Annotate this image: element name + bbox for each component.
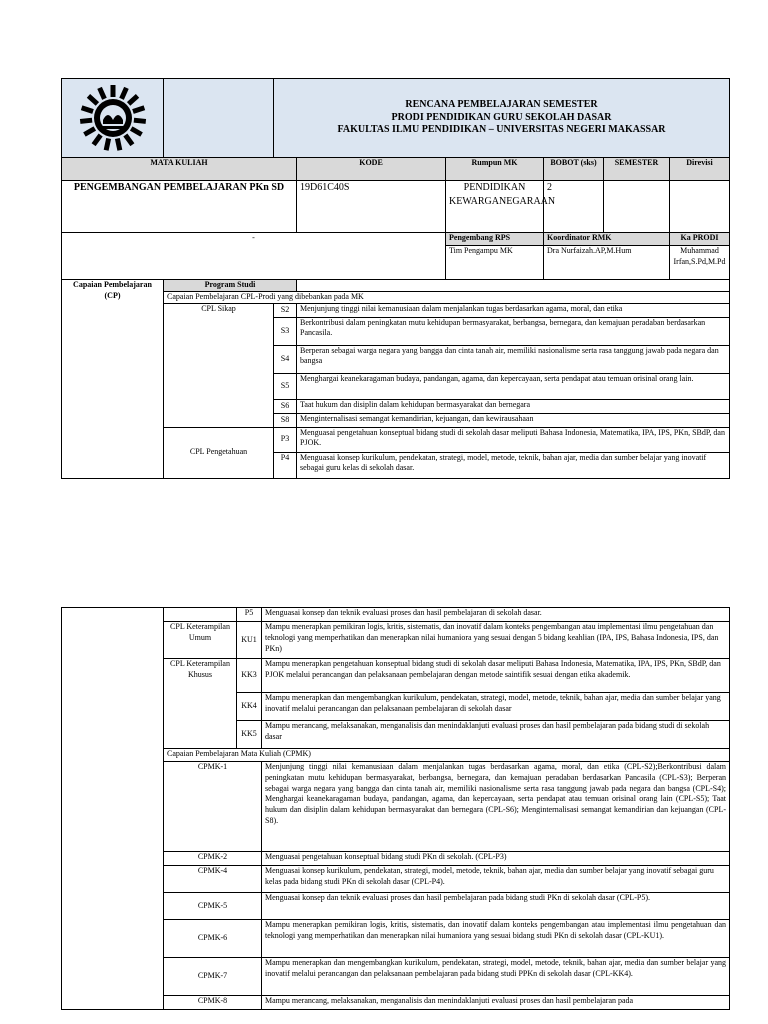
cpl-code: S8: [274, 413, 297, 427]
cpl-code: P5: [237, 608, 262, 622]
cpl-text: Mampu menerapkan pengetahuan konseptual bidang studi di sekolah dasar meliputi Bahasa Indonesia, Matematika, IPA, IPS, PKn, SBdP, dan PJOK melalui perancangan dan pelaksanaan pembelajaran dengan metode saintifik sesuai dengan etika akademik.: [262, 659, 730, 693]
cpl-code: S2: [274, 303, 297, 317]
cpl-code: P4: [274, 452, 297, 478]
university-logo-cell: [62, 79, 164, 158]
capaian-pembelajaran-label: Capaian Pembelajaran (CP): [62, 280, 164, 479]
program-studi-header: Program Studi: [164, 280, 297, 292]
cpl-text: Mampu menerapkan pemikiran logis, kritis, sistematis, dan inovatif dalam konteks pengembangan atau implementasi ilmu pengetahuan dan teknologi yang memperhatikan dan menerapkan nilai humaniora yang sesuai dengan 5 bidang keahlian (IPA, IPS, Bahasa Indonesia, IPS, dan PKn): [262, 622, 730, 659]
cpl-text: Menguasai pengetahuan konseptual bidang studi di sekolah dasar meliputi Bahasa Indonesia, Matematika, IPA, IPS, PKn, SBdP, dan PJOK.: [297, 427, 730, 452]
otorisasi-cell: -: [62, 233, 446, 280]
mata-kuliah-header: MATA KULIAH: [62, 158, 297, 181]
ka-prodi-header: Ka PRODI: [670, 233, 730, 246]
cpl-code: KK4: [237, 693, 262, 721]
university-sun-emblem-icon: [70, 83, 156, 153]
cpmk-text: Mampu menerapkan pemikiran logis, kritis, sistematis, dan inovatif dalam konteks pengembangan atau implementasi ilmu pengetahuan dan teknologi yang memperhatikan dan menerapkan nilai humaniora yang sesuai bidang studi PKn di sekolah dasar (CPL-KU1).: [262, 920, 730, 958]
cpl-cpmk-table: [61, 607, 730, 1010]
cpl-code: P3: [274, 427, 297, 452]
course-code: 19D61C40S: [297, 181, 446, 233]
cpl-text: Menguasai konsep dan teknik evaluasi proses dan hasil pembelajaran di sekolah dasar.: [262, 608, 730, 622]
kode-header: KODE: [297, 158, 446, 181]
cpl-keterampilan-umum-label: CPL Keterampilan Umum: [164, 622, 237, 659]
cpl-code: KU1: [237, 622, 262, 659]
cpmk-text: Mampu menerapkan dan mengembangkan kurikulum, pendekatan, strategi, model, metode, teknik, bahan ajar, media dan sumber belajar yang inovatif melalui perancangan dan pelaksanaan pembelajaran pada bidang studi PPKn di sekolah dasar (CPL-KK4).: [262, 958, 730, 996]
course-rumpun: PENDIDIKAN KEWARGANEGARAAN: [446, 181, 544, 233]
cpl-prodi-intro: Capaian Pembelajaran CPL-Prodi yang dibebankan pada MK: [164, 291, 730, 303]
cpmk-text: Menguasai konsep dan teknik evaluasi proses dan hasil pembelajaran pada bidang studi PKn di sekolah dasar (CPL-P5).: [262, 893, 730, 920]
document-title-line-2: PRODI PENDIDIKAN GURU SEKOLAH DASAR: [391, 111, 612, 123]
cpl-text: Menjunjung tinggi nilai kemanusiaan dalam menjalankan tugas berdasarkan agama, moral, dan etika: [297, 303, 730, 317]
cpl-code: S5: [274, 373, 297, 399]
cpl-text: Berkontribusi dalam peningkatan mutu kehidupan bermasyarakat, berbangsa, bernegara, dan kemajuan peradaban berdasarkan Pancasila.: [297, 317, 730, 345]
cpmk-code: CPMK-2: [164, 852, 262, 866]
header-blank-cell: [164, 79, 274, 158]
cpmk-code: CPMK-4: [164, 866, 262, 893]
ka-prodi-value: Muhammad Irfan,S.Pd,M.Pd: [670, 246, 730, 280]
cpl-code: S4: [274, 345, 297, 373]
course-bobot: 2: [544, 181, 604, 233]
cpmk-intro: Capaian Pembelajaran Mata Kuliah (CPMK): [164, 749, 730, 762]
koordinator-rmk-value: Dra Nurfaizah.AP,M.Hum: [544, 246, 670, 280]
cpl-keterampilan-khusus-label: CPL Keterampilan Khusus: [164, 659, 237, 749]
cpl-code: KK3: [237, 659, 262, 693]
program-studi-blank: [297, 280, 730, 292]
document-title-line-3: FAKULTAS ILMU PENDIDIKAN – UNIVERSITAS NEGERI MAKASSAR: [337, 124, 666, 136]
cpl-text: Taat hukum dan disiplin dalam kehidupan bermasyarakat dan bernegara: [297, 399, 730, 413]
cpmk-text: Mampu merancang, melaksanakan, menganalisis dan menindaklanjuti evaluasi proses dan hasil pembelajaran pada: [262, 996, 730, 1010]
document-title-line-1: RENCANA PEMBELAJARAN SEMESTER: [405, 99, 598, 111]
cpl-group-blank: [164, 608, 237, 622]
cpmk-text: Menguasai pengetahuan konseptual bidang studi PKn di sekolah. (CPL-P3): [262, 852, 730, 866]
cpl-sikap-label: CPL Sikap: [164, 303, 274, 427]
cpmk-code: CPMK-5: [164, 893, 262, 920]
cp-continued-label-cell: [62, 608, 164, 1010]
direvisi-header: Direvisi: [670, 158, 730, 181]
cpl-code: S3: [274, 317, 297, 345]
cpl-text: Mampu menerapkan dan mengembangkan kurikulum, pendekatan, strategi, model, metode, teknik, bahan ajar, media dan sumber belajar yang inovatif melalui perancangan dan pelaksanaan pembelajaran di sekolah dasar: [262, 693, 730, 721]
cpmk-code: CPMK-1: [164, 762, 262, 852]
pengembang-rps-value: Tim Pengampu MK: [446, 246, 544, 280]
koordinator-rmk-header: Koordinator RMK: [544, 233, 670, 246]
cpl-text: Menginternalisasi semangat kemandirian, kejuangan, dan kewirausahaan: [297, 413, 730, 427]
cpmk-text: Menjunjung tinggi nilai kemanusiaan dalam menjalankan tugas berdasarkan agama, moral, dan etika (CPL-S2);Berkontribusi dalam peningkatan mutu kehidupan bermasyarakat, berbangsa, bernegara, dan kemajuan peradaban berdasarkan Pancasila (CPL-S3); Berperan sebagai warga negara yang bangga dan cinta tanah air, memiliki nasionalisme serta rasa tanggung jawab pada negara dan bangsa (CPL-S4); Menghargai keanekaragaman budaya, pandangan, agama, dan kepercayaan, serta pendapat atau temuan orisinal orang lain (CPL-S5); Taat hukum dan disiplin dalam kehidupan bermasyarakat dan bernegara (CPL-S6); Menginternalisasi semangat kemandirian dan kejuangan (CPL- S8).: [262, 762, 730, 852]
rumpun-mk-header: Rumpun MK: [446, 158, 544, 181]
course-semester: [604, 181, 670, 233]
semester-header: SEMESTER: [604, 158, 670, 181]
cpl-text: Berperan sebagai warga negara yang bangga dan cinta tanah air, memiliki nasionalisme serta rasa tanggung jawab pada negara dan bangsa: [297, 345, 730, 373]
cpmk-text: Menguasai konsep kurikulum, pendekatan, strategi, model, metode, teknik, bahan ajar, media dan sumber belajar yang inovatif sebagai guru kelas pada bidang studi PKn di sekolah dasar (CPL-P4).: [262, 866, 730, 893]
cpl-code: KK5: [237, 721, 262, 749]
cpmk-code: CPMK-6: [164, 920, 262, 958]
cpmk-code: CPMK-7: [164, 958, 262, 996]
cpl-text: Menghargai keanekaragaman budaya, pandangan, agama, dan kepercayaan, serta pendapat atau temuan orisinal orang lain.: [297, 373, 730, 399]
cpmk-code: CPMK-8: [164, 996, 262, 1010]
course-direvisi: [670, 181, 730, 233]
cpl-code: S6: [274, 399, 297, 413]
course-name: PENGEMBANGAN PEMBELAJARAN PKn SD: [62, 181, 297, 233]
cpl-text: Mampu merancang, melaksanakan, menganalisis dan menindaklanjuti evaluasi proses dan hasil pembelajaran pada bidang studi di sekolah dasar: [262, 721, 730, 749]
pengembang-rps-header: Pengembang RPS: [446, 233, 544, 246]
cpl-text: Menguasai konsep kurikulum, pendekatan, strategi, model, metode, teknik, bahan ajar, media dan sumber belajar yang inovatif sebagai guru kelas di sekolah dasar.: [297, 452, 730, 478]
document-title-block: [274, 79, 730, 158]
rps-header-table: [61, 78, 730, 479]
bobot-header: BOBOT (sks): [544, 158, 604, 181]
cpl-pengetahuan-label: CPL Pengetahuan: [164, 427, 274, 478]
